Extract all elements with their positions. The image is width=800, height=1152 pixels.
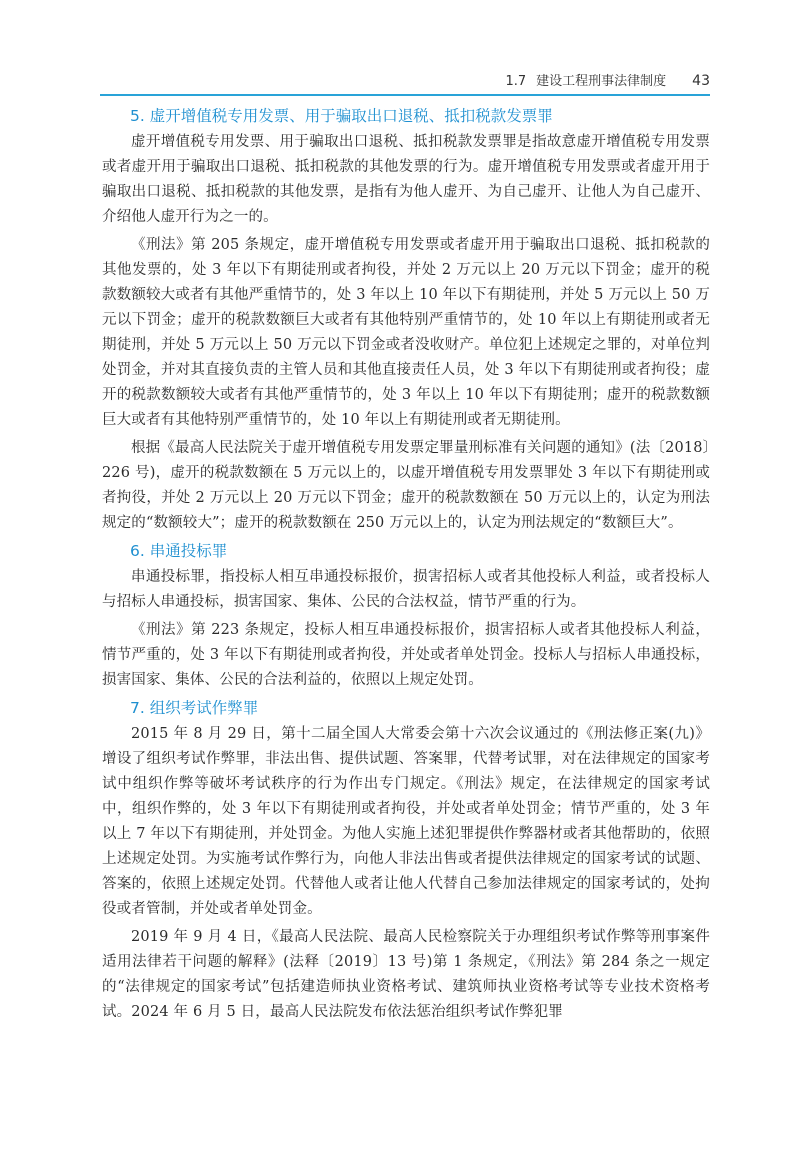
paragraph: 根据《最高人民法院关于虚开增值税专用发票定罪量刑标准有关问题的通知》(法〔2018〕226 号)，虚开的税款数额在 5 万元以上的，以虚开增值税专用发票罪处 3 年以下有期徒刑或者拘役，并处 2 万元以上 20 万元以下罚金；虚开的税款数额在 50 万元以上的，认定为刑法规定的“数额较大”；虚开的税款数额在 250 万元以上的，认定为刑法规定的“数额巨大”。 [102,440,710,531]
section-number: 1.7 [505,74,527,89]
paragraph: 2015 年 8 月 29 日，第十二届全国人大常委会第十六次会议通过的《刑法修正案(九)》增设了组织考试作弊罪，非法出售、提供试题、答案罪，代替考试罪，对在法律规定的国家考试中组织作弊等破坏考试秩序的行为作出专门规定。《刑法》规定，在法律规定的国家考试中，组织作弊的，处 3 年以下有期徒刑或者拘役，并处或者单处罚金；情节严重的，处 3 年以上 7 年以下有期徒刑，并处罚金。为他人实施上述犯罪提供作弊器材或者其他帮助的，依照上述规定处罚。为实施考试作弊行为，向他人非法出售或者提供法律规定的国家考试的试题、答案的，依照上述规定处罚。代替他人或者让他人代替自己参加法律规定的国家考试的，处拘役或者管制，并处或者单处罚金。 [102,726,710,917]
chapter-title: 建设工程刑事法律制度 [536,74,667,89]
running-head [505,70,710,89]
paragraph: 《刑法》第 223 条规定，投标人相互串通投标报价，损害招标人或者其他投标人利益，情节严重的，处 3 年以下有期徒刑或者拘役，并处或者单处罚金。投标人与招标人串通投标，损害国家、集体、公民的合法利益的，依照以上规定处罚。 [102,622,710,688]
paragraph: 串通投标罪，指投标人相互串通投标报价，损害招标人或者其他投标人利益，或者投标人与招标人串通投标，损害国家、集体、公民的合法权益，情节严重的行为。 [102,569,710,610]
paragraph: 虚开增值税专用发票、用于骗取出口退税、抵扣税款发票罪是指故意虚开增值税专用发票或者虚开用于骗取出口退税、抵扣税款的其他发票的行为。虚开增值税专用发票或者虚开用于骗取出口退税、抵扣税款的其他发票，是指有为他人虚开、为自己虚开、让他人为自己虚开、介绍他人虚开行为之一的。 [102,134,710,225]
paragraph: 2019 年 9 月 4 日，《最高人民法院、最高人民检察院关于办理组织考试作弊等刑事案件适用法律若干问题的解释》(法释〔2019〕13 号)第 1 条规定，《刑法》第 284 条之一规定的“法律规定的国家考试”包括建造师执业资格考试、建筑师执业资格考试等专业技术资格考试。2024 年 6 月 5 日，最高人民法院发布依法惩治组织考试作弊犯罪 [102,929,710,1020]
paragraph: 《刑法》第 205 条规定，虚开增值税专用发票或者虚开用于骗取出口退税、抵扣税款的其他发票的，处 3 年以下有期徒刑或者拘役，并处 2 万元以上 20 万元以下罚金；虚开的税款数额较大或者有其他严重情节的，处 3 年以上 10 年以下有期徒刑，并处 5 万元以上 50 万元以下罚金；虚开的税款数额巨大或者有其他特别严重情节的，处 10 年以上有期徒刑或者无期徒刑，并处 5 万元以上 50 万元以下罚金或者没收财产。单位犯上述规定之罪的，对单位判处罚金，并对其直接负责的主管人员和其他直接责任人员，处 3 年以下有期徒刑或者拘役；虚开的税款数额较大或者有其他严重情节的，处 3 年以上 10 年以下有期徒刑；虚开的税款数额巨大或者有其他特别严重情节的，处 10 年以上有期徒刑或者无期徒刑。 [102,237,710,428]
heading-exam-cheating-crime: 7. 组织考试作弊罪 [130,699,259,717]
page-body [102,104,710,1028]
page-header [100,66,710,96]
heading-false-invoice-crime: 5. 虚开增值税专用发票、用于骗取出口退税、抵扣税款发票罪 [130,107,553,125]
page-number: 43 [692,73,710,89]
header-rule [100,94,710,96]
heading-bid-collusion-crime: 6. 串通投标罪 [130,542,228,560]
